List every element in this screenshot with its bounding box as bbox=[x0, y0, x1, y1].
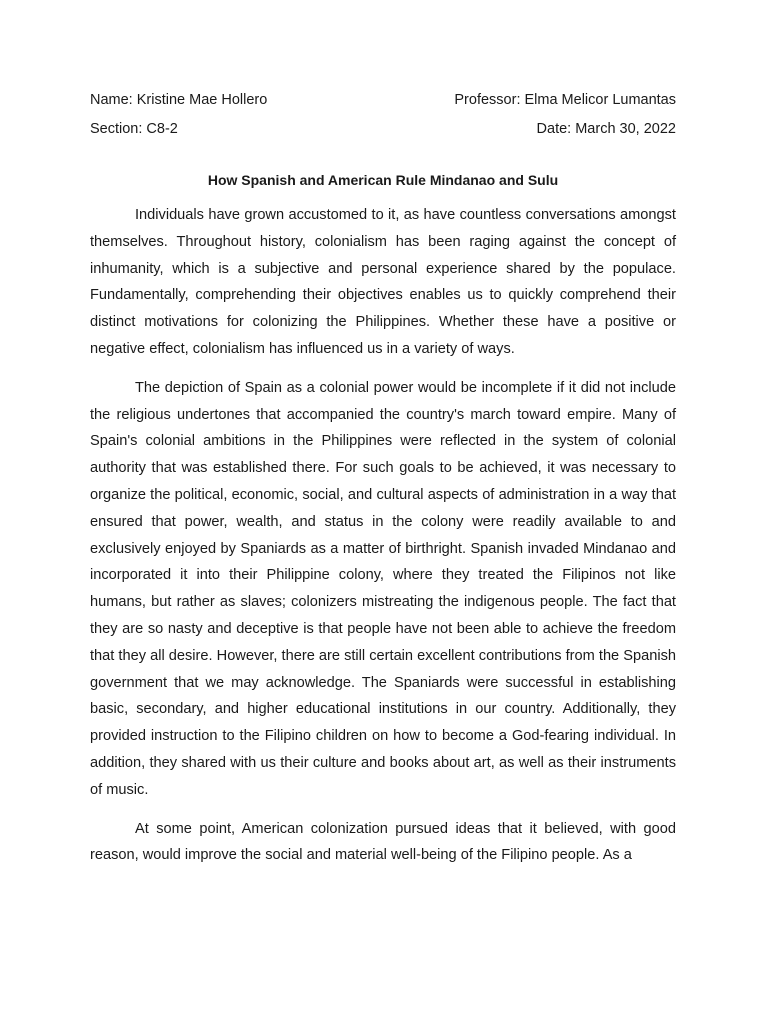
paragraph-spanish-rule: The depiction of Spain as a colonial power would be incomplete if it did not include the religious undertones that accompanied the country's march toward empire. Many of Spain's colonial ambitions in the Philippines were reflected in the system of colonial authority that was established there. For such goals to be achieved, it was necessary to organize the political, economic, social, and cultural aspects of administration in a way that ensured that power, wealth, and status in the colony were readily available to and exclusively enjoyed by Spaniards as a matter of birthright. Spanish invaded Mindanao and incorporated it into their Philippine colony, where they treated the Filipinos not like humans, but rather as slaves; colonizers mistreating the indigenous people. The fact that they are so nasty and deceptive is that people have not been able to achieve the freedom that they all desire. However, there are still certain excellent contributions from the Spanish government that we may acknowledge. The Spaniards were successful in establishing basic, secondary, and higher educational institutions in our country. Additionally, they provided instruction to the Filipino children on how to become a God-fearing individual. In addition, they shared with us their culture and books about art, as well as their instruments of music. bbox=[90, 379, 676, 798]
section-label: Section: C8-2 bbox=[90, 121, 178, 137]
professor-name: Professor: Elma Melicor Lumantas bbox=[454, 92, 676, 108]
date-label: Date: March 30, 2022 bbox=[536, 121, 676, 137]
paragraph-intro: Individuals have grown accustomed to it, as have countless conversations amongst themselves. Throughout history, colonialism has been raging against the concept of inhumanity, which is a subjective and personal experience shared by the populace. Fundamentally, comprehending their objectives enables us to quickly comprehend their distinct motivations for colonizing the Philippines. Whether these have a positive or negative effect, colonialism has influenced us in a variety of ways. bbox=[90, 207, 676, 357]
student-name: Name: Kristine Mae Hollero bbox=[90, 92, 268, 108]
document-page bbox=[90, 90, 676, 881]
header-row-2 bbox=[90, 119, 676, 148]
paragraph-american-rule: At some point, American colonization pursued ideas that it believed, with good reason, would improve the social and material well-being of the Filipino people. As a bbox=[90, 820, 676, 864]
document-title: How Spanish and American Rule Mindanao and Sulu bbox=[207, 172, 559, 188]
header-row-1 bbox=[90, 90, 676, 119]
